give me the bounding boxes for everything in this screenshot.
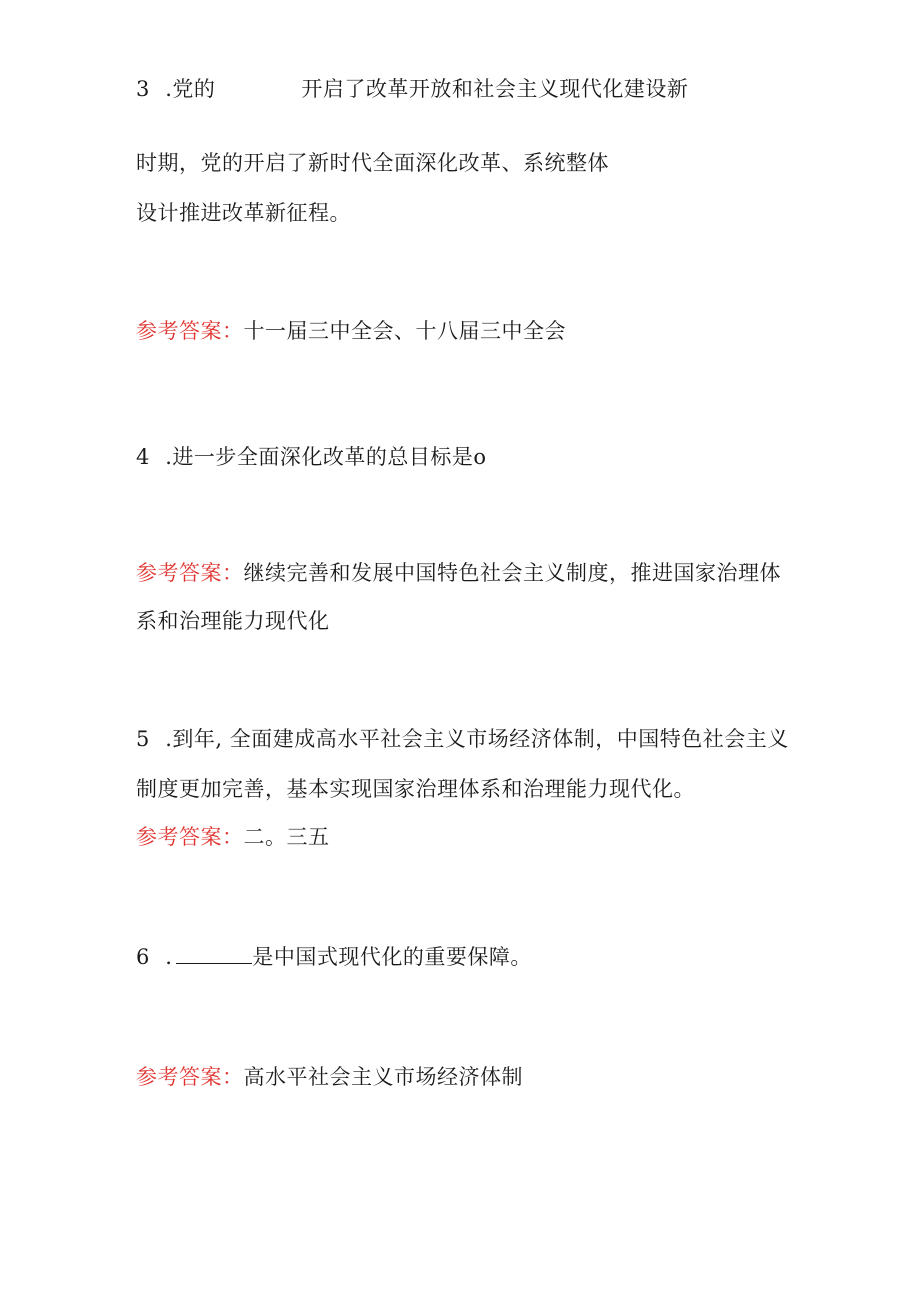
q3-text-suffix: 开启了改革开放和社会主义现代化建设新 xyxy=(301,77,689,101)
q6-answer-label: 参考答案： xyxy=(136,1065,244,1089)
q4-answer-text-1: 继续完善和发展中国特色社会主义制度，推进国家治理体 xyxy=(243,561,781,585)
q4-question xyxy=(136,442,487,472)
q5-line-2: 制度更加完善，基本实现国家治理体系和治理能力现代化。 xyxy=(136,777,695,801)
q6-number: 6 xyxy=(136,945,150,969)
q6-text: 是中国式现代化的重要保障。 xyxy=(252,945,532,969)
q4-text: .进一步全面深化改革的总目标是o xyxy=(165,445,487,469)
q3-text-prefix: .党的 xyxy=(165,77,216,101)
q3-line-2: 时期，党的开启了新时代全面深化改革、系统整体 xyxy=(136,151,609,175)
q3-answer-text: 十一届三中全会、十八届三中全会 xyxy=(243,319,566,343)
q4-answer-line-2: 系和治理能力现代化 xyxy=(136,609,330,633)
q5-answer-label: 参考答案： xyxy=(136,825,244,849)
q5-line-1 xyxy=(136,724,789,754)
q3-number: 3 xyxy=(136,77,150,101)
q4-answer-label: 参考答案： xyxy=(136,561,244,585)
q5-number: 5 xyxy=(136,727,150,751)
q4-answer-line-1 xyxy=(136,558,781,588)
q3-answer-label: 参考答案： xyxy=(136,319,244,343)
q3-line-1 xyxy=(136,74,688,104)
q4-number: 4 xyxy=(136,445,150,469)
q3-answer xyxy=(136,316,566,346)
q6-answer-text: 高水平社会主义市场经济体制 xyxy=(243,1065,523,1089)
q5-text-1: .到年, 全面建成高水平社会主义市场经济体制，中国特色社会主义 xyxy=(165,727,789,751)
q3-line-3: 设计推进改革新征程。 xyxy=(136,201,351,225)
q6-blank xyxy=(176,943,252,964)
q6-question xyxy=(136,942,532,972)
q6-answer xyxy=(136,1062,523,1092)
q6-prefix: . xyxy=(165,945,173,969)
q5-answer-text: 二。三五 xyxy=(243,825,330,849)
q5-answer xyxy=(136,822,330,852)
